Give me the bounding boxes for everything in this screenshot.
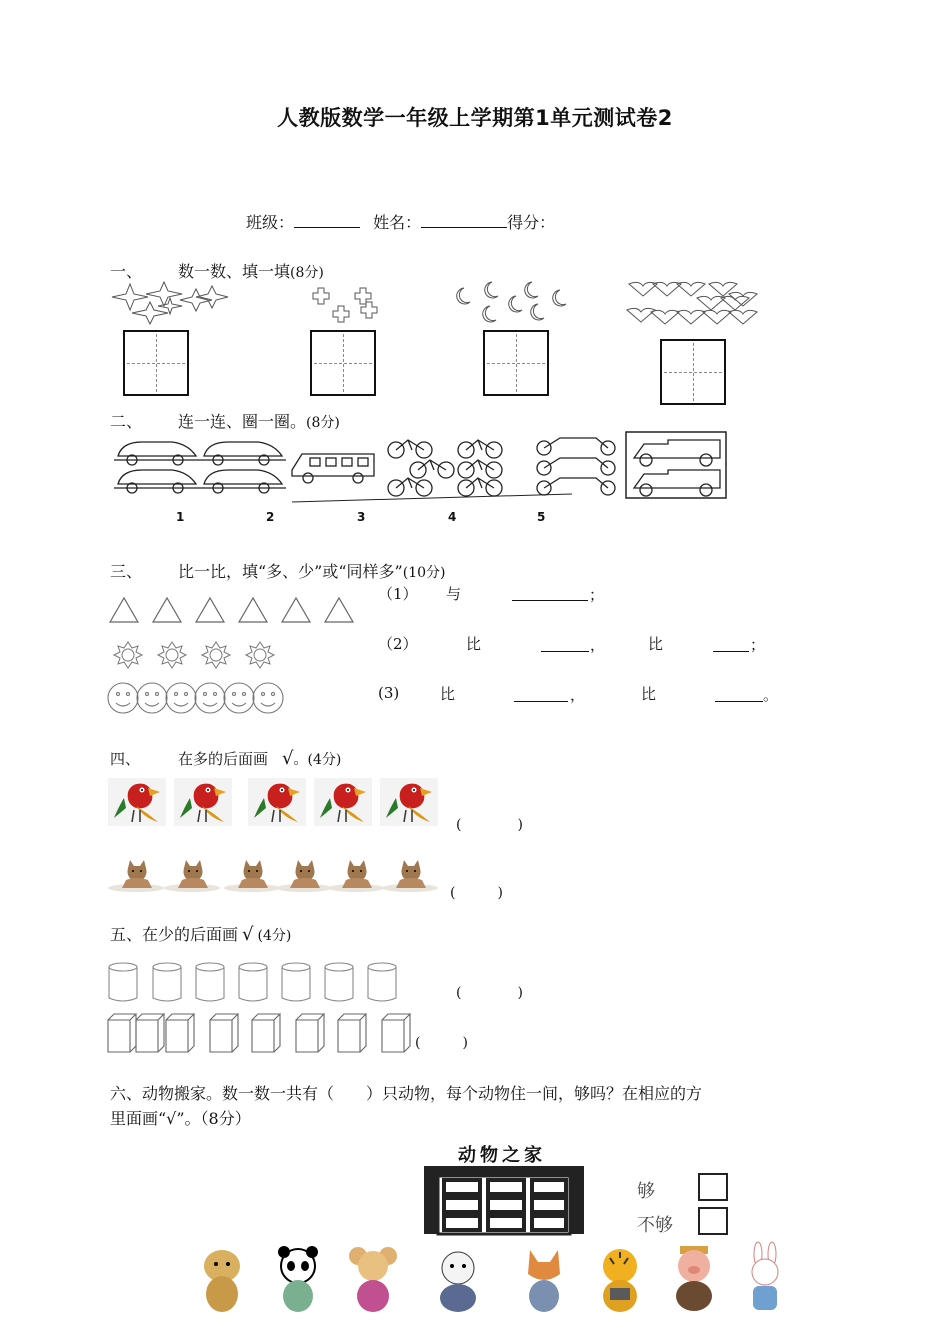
section-1-score: (8分) [290, 265, 324, 281]
answer-paren-cubes[interactable]: ( ) [415, 1035, 468, 1051]
cat-icon [382, 860, 438, 892]
goat-icon [440, 1252, 476, 1312]
cube-icon [338, 1014, 366, 1052]
name-blank[interactable] [421, 213, 507, 228]
compare-row-1-word: 与 [446, 585, 462, 603]
not-enough-label: 不够 [637, 1215, 673, 1236]
parrot-icon [248, 778, 306, 826]
cylinder-icon [109, 963, 137, 1001]
section-5-score: (4分) [257, 928, 292, 944]
section-1-text: 数一数、填一填 [178, 262, 291, 281]
cube-icon [296, 1014, 324, 1052]
triangles-icon [108, 596, 358, 624]
compare-row-2-blank-1[interactable] [541, 637, 589, 652]
number-1: 1 [176, 510, 185, 524]
section-4-number: 四、 [110, 750, 141, 768]
cube-icon [252, 1014, 280, 1052]
number-4: 4 [448, 510, 457, 524]
smiley-faces-icon [107, 680, 287, 718]
compare-row-1-label: （1） [378, 585, 418, 603]
panda-icon [278, 1246, 318, 1312]
answer-paren-cats[interactable]: ( ) [450, 885, 503, 901]
answer-paren-parrots[interactable]: ( ) [456, 817, 523, 833]
page-title: 人教版数学一年级上学期第1单元测试卷2 [277, 106, 673, 130]
fox-icon [528, 1250, 560, 1312]
section-1-heading [110, 259, 324, 282]
compare-row-2-comma: ， [590, 636, 606, 654]
class-blank[interactable] [294, 213, 360, 228]
tiger-icon [603, 1249, 637, 1312]
name-label: 姓名： [373, 213, 422, 232]
compare-row-2-label: （2） [378, 635, 418, 653]
compare-row-3-word-1: 比 [440, 685, 456, 703]
section-3-number: 三、 [110, 562, 143, 581]
rabbit-icon [752, 1242, 778, 1310]
cube-icon [136, 1014, 164, 1052]
motorcycle-icon [537, 438, 615, 495]
compare-row-3-blank-2[interactable] [715, 687, 763, 702]
student-info-line [246, 210, 555, 233]
cylinder-icon [153, 963, 181, 1001]
section-4-text: 在多的后面画 [178, 750, 269, 768]
answer-grid-crosses[interactable] [310, 330, 376, 396]
cylinder-icon [196, 963, 224, 1001]
cube-icon [382, 1014, 410, 1052]
cylinder-icon [282, 963, 310, 1001]
cube-icon [108, 1014, 136, 1052]
truck-icon [634, 440, 720, 496]
cross-shapes-icon [308, 286, 386, 330]
parrot-icon [174, 778, 232, 826]
vehicles-illustration [112, 430, 728, 502]
enough-checkbox[interactable] [698, 1173, 728, 1201]
cylinders-row [108, 962, 400, 1004]
number-3: 3 [357, 510, 366, 524]
mouse-icon [349, 1247, 397, 1312]
bicycle-icon [388, 440, 502, 496]
car-icon [200, 442, 286, 465]
compare-row-2-blank-2[interactable] [713, 637, 749, 652]
car-icon [200, 470, 286, 493]
cube-icon [166, 1014, 194, 1052]
dog-icon [204, 1250, 240, 1312]
bus-icon [292, 454, 374, 483]
parrot-icon [380, 778, 438, 826]
answer-paren-cylinders[interactable]: ( ) [456, 985, 523, 1001]
suns-icon [108, 642, 286, 668]
section-2-score: (8分) [306, 415, 340, 431]
cube-icon [210, 1014, 238, 1052]
section-4-score: 。(4分) [293, 752, 342, 768]
cylinder-icon [368, 963, 396, 1001]
compare-row-3-word-2: 比 [641, 685, 657, 703]
four-point-stars-icon [110, 282, 230, 326]
compare-row-3-end: 。 [763, 686, 779, 704]
cylinder-icon [325, 963, 353, 1001]
check-mark-icon: √ [282, 748, 294, 769]
cat-icon [224, 860, 280, 892]
section-1-number: 一、 [110, 262, 143, 281]
cat-icon [164, 860, 220, 892]
crescent-moons-icon [452, 280, 572, 328]
section-5-text: 五、在少的后面画 [110, 925, 239, 944]
animals-row [190, 1246, 790, 1316]
section-6-line-1: 六、动物搬家。数一数一共有（ ）只动物，每个动物住一间，够吗？在相应的方 [110, 1084, 703, 1103]
compare-row-3-blank-1[interactable] [514, 687, 568, 702]
cats-row [108, 858, 440, 894]
animal-house-building [424, 1166, 586, 1236]
section-2-number: 二、 [110, 412, 143, 431]
section-2-text: 连一连、圈一圈。 [178, 412, 307, 431]
parrots-row [108, 778, 440, 828]
score-label: 得分： [507, 213, 556, 232]
section-2-heading [110, 409, 340, 432]
cat-icon [328, 860, 384, 892]
not-enough-checkbox[interactable] [698, 1207, 728, 1235]
cubes-row [108, 1012, 418, 1054]
compare-row-2-word-1: 比 [466, 635, 482, 653]
section-4-heading [110, 748, 341, 769]
number-2: 2 [266, 510, 275, 524]
compare-row-1-blank[interactable] [512, 586, 588, 601]
compare-row-2-word-2: 比 [648, 635, 664, 653]
section-3-text: 比一比，填“多、少”或“同样多” [178, 562, 403, 581]
section-5-heading [110, 922, 291, 945]
hearts-icon [625, 280, 759, 330]
pig-icon [676, 1246, 712, 1311]
section-6-line-2: 里面画“√”。（8分） [110, 1109, 251, 1128]
car-icon [114, 470, 200, 493]
cat-icon [276, 860, 332, 892]
car-icon [114, 442, 200, 465]
class-label: 班级： [246, 213, 295, 232]
house-title: 动物之家 [458, 1145, 546, 1166]
compare-row-3-label: (3) [378, 684, 400, 702]
parrot-icon [314, 778, 372, 826]
answer-grid-stars[interactable] [123, 330, 189, 396]
enough-label: 够 [637, 1181, 655, 1202]
number-5: 5 [537, 510, 546, 524]
section-3-score: (10分) [402, 565, 446, 581]
answer-grid-moons[interactable] [483, 330, 549, 396]
compare-row-2-end: ； [750, 636, 766, 654]
compare-row-3-comma: ， [570, 686, 586, 704]
cylinder-icon [239, 963, 267, 1001]
answer-grid-hearts[interactable] [660, 339, 726, 405]
compare-row-1-end: ； [589, 586, 605, 604]
parrot-icon [108, 778, 166, 826]
cat-icon [108, 860, 164, 892]
check-mark-icon: √ [242, 924, 254, 945]
section-3-heading [110, 559, 445, 582]
